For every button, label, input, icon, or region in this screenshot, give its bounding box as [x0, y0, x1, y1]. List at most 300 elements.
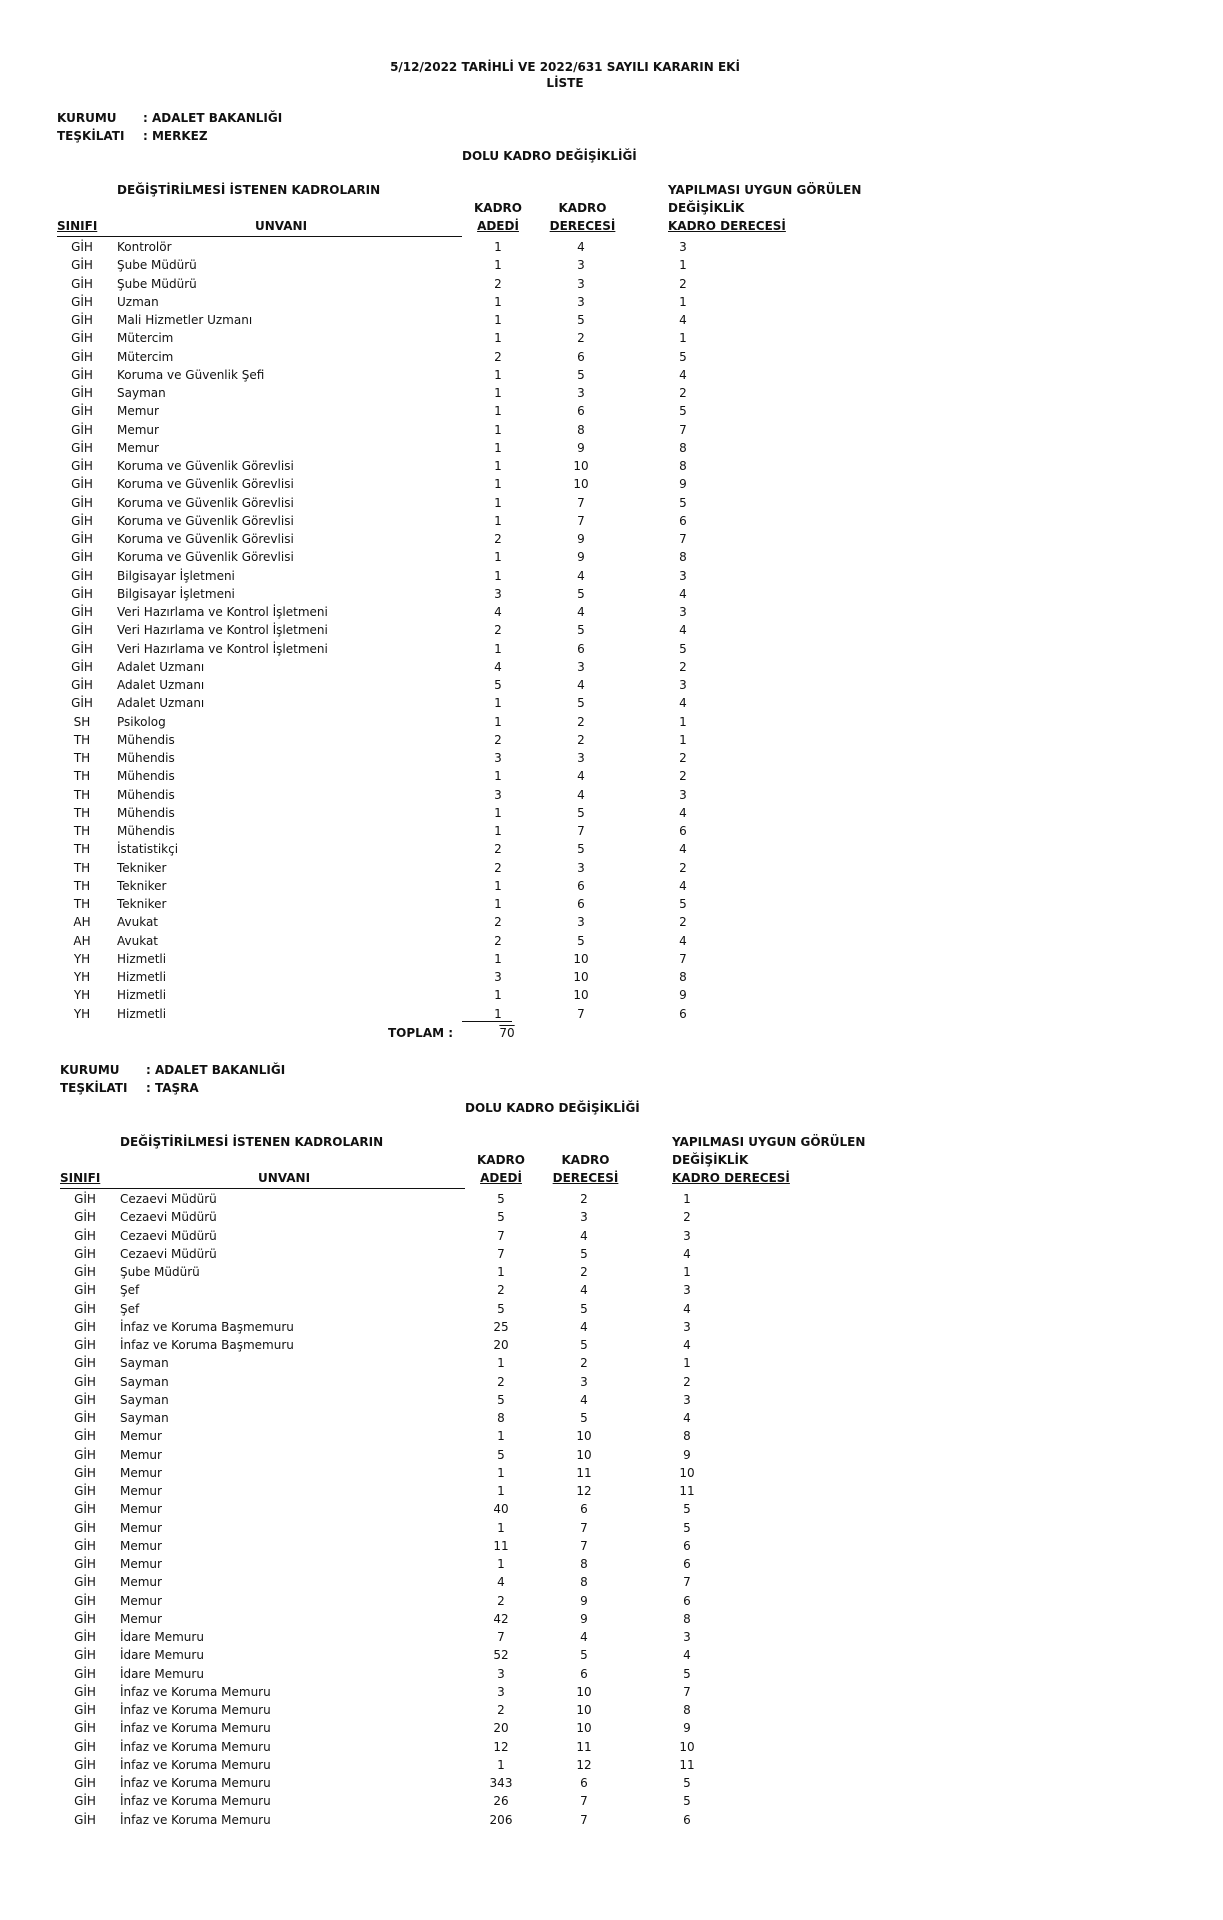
- table-row: [0, 733, 1223, 751]
- table-row: [0, 1411, 1223, 1429]
- table-row: [0, 496, 1223, 514]
- table-row: [0, 1557, 1223, 1575]
- cell-kadro-derecesi: 10: [576, 1447, 592, 1462]
- cell-kadro-derecesi: 4: [577, 678, 585, 692]
- cell-unvan: Şube Müdürü: [117, 258, 197, 273]
- cell-kadro-adedi: 1: [497, 1757, 505, 1772]
- cell-kadro-derecesi: 9: [577, 440, 585, 455]
- cell-kadro-derecesi: 7: [577, 513, 585, 528]
- cell-unvan: Hizmetli: [117, 1006, 167, 1021]
- cell-unvan: Mütercim: [117, 349, 174, 364]
- table-row: [0, 842, 1223, 860]
- cell-sinif: TH: [73, 860, 91, 875]
- cell-kadro-derecesi: 4: [577, 240, 585, 254]
- cell-kadro-derecesi: 6: [577, 897, 585, 911]
- cell-sinif: YH: [73, 1006, 91, 1021]
- cell-kadro-derecesi: 4: [577, 787, 585, 802]
- cell-kadro-derecesi: 5: [577, 367, 585, 382]
- cell-sinif: GİH: [74, 1301, 96, 1316]
- kurum-value: : ADALET BAKANLIĞI: [146, 1063, 286, 1077]
- cell-kadro-adedi: 1: [497, 1429, 505, 1444]
- cell-kadro-adedi: 2: [494, 276, 502, 291]
- cell-kadro-derecesi: 7: [577, 495, 585, 510]
- cell-sinif: SH: [73, 714, 91, 729]
- col-derece-2: DERECESİ: [552, 1171, 619, 1185]
- cell-kadro-adedi: 1: [494, 951, 502, 966]
- cell-sinif: GİH: [74, 1392, 96, 1407]
- cell-unvan: Mühendis: [117, 751, 175, 765]
- cell-kadro-derecesi: 4: [577, 605, 585, 619]
- cell-sinif: GİH: [74, 1666, 96, 1681]
- cell-yeni-derece: 6: [679, 513, 687, 528]
- cell-unvan: Memur: [120, 1593, 162, 1608]
- table-row: [0, 1612, 1223, 1630]
- cell-yeni-derece: 3: [683, 1228, 691, 1243]
- cell-sinif: GİH: [74, 1502, 96, 1517]
- cell-unvan: Mühendis: [117, 787, 175, 802]
- cell-sinif: GİH: [74, 1593, 96, 1608]
- cell-yeni-derece: 10: [679, 1739, 695, 1754]
- cell-kadro-adedi: 7: [497, 1630, 505, 1644]
- cell-unvan: Veri Hazırlama ve Kontrol İşletmeni: [117, 623, 328, 638]
- cell-yeni-derece: 5: [679, 495, 687, 510]
- cell-sinif: GİH: [74, 1246, 96, 1261]
- cell-kadro-derecesi: 10: [573, 459, 589, 473]
- cell-yeni-derece: 4: [679, 367, 687, 382]
- table-row: [0, 350, 1223, 368]
- cell-kadro-adedi: 1: [494, 404, 502, 419]
- cell-yeni-derece: 3: [679, 240, 687, 254]
- table-row: [0, 1521, 1223, 1539]
- cell-sinif: GİH: [71, 294, 93, 309]
- cell-kadro-derecesi: 3: [577, 860, 585, 875]
- cell-unvan: İnfaz ve Koruma Memuru: [120, 1776, 271, 1790]
- cell-yeni-derece: 7: [683, 1575, 691, 1590]
- cell-unvan: Tekniker: [117, 860, 167, 875]
- cell-unvan: Mühendis: [117, 805, 175, 820]
- cell-kadro-adedi: 1: [494, 568, 502, 583]
- cell-kadro-derecesi: 6: [577, 641, 585, 656]
- cell-sinif: GİH: [71, 276, 93, 291]
- cell-unvan: Tekniker: [117, 897, 167, 911]
- cell-kadro-adedi: 343: [489, 1776, 513, 1790]
- cell-kadro-adedi: 1: [494, 550, 502, 565]
- table-row: [0, 879, 1223, 897]
- teskilat-label: TEŞKİLATI: [57, 129, 125, 143]
- cell-sinif: GİH: [71, 331, 93, 346]
- cell-kadro-derecesi: 11: [576, 1739, 592, 1754]
- cell-yeni-derece: 4: [679, 623, 687, 638]
- cell-kadro-adedi: 2: [497, 1703, 505, 1717]
- cell-kadro-derecesi: 5: [577, 842, 585, 857]
- cell-kadro-adedi: 3: [494, 751, 502, 765]
- table-row: [0, 277, 1223, 295]
- cell-kadro-derecesi: 4: [580, 1319, 588, 1334]
- cell-sinif: GİH: [71, 696, 93, 711]
- table-row: [0, 1794, 1223, 1812]
- table-row: [0, 1229, 1223, 1247]
- table-row: [0, 368, 1223, 386]
- cell-sinif: TH: [73, 751, 91, 765]
- cell-kadro-adedi: 12: [493, 1739, 509, 1754]
- table-row: [0, 313, 1223, 331]
- cell-kadro-derecesi: 9: [580, 1593, 588, 1608]
- cell-yeni-derece: 2: [683, 1374, 691, 1389]
- cell-unvan: Hizmetli: [117, 951, 167, 966]
- col-derece-1: KADRO: [561, 1153, 610, 1167]
- cell-yeni-derece: 11: [679, 1484, 695, 1498]
- cell-yeni-derece: 1: [679, 294, 687, 309]
- cell-kadro-derecesi: 6: [577, 404, 585, 419]
- cell-sinif: GİH: [74, 1575, 96, 1590]
- cell-kadro-derecesi: 7: [577, 824, 585, 838]
- cell-yeni-derece: 5: [679, 404, 687, 419]
- cell-kadro-adedi: 3: [494, 970, 502, 984]
- cell-sinif: GİH: [74, 1192, 96, 1206]
- cell-unvan: Koruma ve Güvenlik Görevlisi: [117, 532, 294, 546]
- cell-unvan: Şube Müdürü: [117, 276, 197, 291]
- cell-yeni-derece: 6: [683, 1538, 691, 1553]
- cell-yeni-derece: 4: [679, 842, 687, 857]
- table-row: [0, 751, 1223, 769]
- cell-yeni-derece: 10: [679, 1465, 695, 1480]
- cell-kadro-adedi: 4: [494, 659, 502, 674]
- cell-kadro-derecesi: 9: [577, 532, 585, 546]
- table-row: [0, 642, 1223, 660]
- cell-kadro-derecesi: 6: [577, 349, 585, 364]
- cell-sinif: GİH: [74, 1465, 96, 1480]
- cell-sinif: GİH: [74, 1520, 96, 1535]
- cell-sinif: GİH: [71, 568, 93, 583]
- table-row: [0, 678, 1223, 696]
- cell-yeni-derece: 1: [683, 1192, 691, 1206]
- cell-kadro-derecesi: 3: [577, 751, 585, 765]
- cell-yeni-derece: 3: [679, 568, 687, 583]
- cell-sinif: GİH: [74, 1283, 96, 1298]
- table-row: [0, 1375, 1223, 1393]
- table-row: [0, 788, 1223, 806]
- cell-kadro-derecesi: 5: [577, 933, 585, 948]
- cell-unvan: Avukat: [117, 915, 159, 930]
- cell-yeni-derece: 3: [683, 1319, 691, 1334]
- cell-yeni-derece: 4: [679, 586, 687, 601]
- cell-kadro-derecesi: 4: [580, 1630, 588, 1644]
- table-row: [0, 477, 1223, 495]
- cell-kadro-derecesi: 2: [580, 1356, 588, 1371]
- cell-kadro-adedi: 2: [494, 933, 502, 948]
- cell-kadro-adedi: 3: [497, 1666, 505, 1681]
- cell-yeni-derece: 5: [679, 641, 687, 656]
- cell-kadro-derecesi: 5: [577, 696, 585, 711]
- cell-unvan: Bilgisayar İşletmeni: [117, 586, 235, 601]
- cell-sinif: GİH: [71, 404, 93, 419]
- cell-kadro-derecesi: 2: [580, 1265, 588, 1279]
- cell-yeni-derece: 2: [679, 860, 687, 875]
- cell-kadro-adedi: 52: [493, 1648, 509, 1663]
- document-title: 5/12/2022 TARİHLİ VE 2022/631 SAYILI KARARIN EKİ: [390, 60, 740, 74]
- table-row: [0, 715, 1223, 733]
- cell-sinif: GİH: [74, 1447, 96, 1462]
- cell-yeni-derece: 1: [679, 732, 687, 747]
- cell-unvan: İnfaz ve Koruma Memuru: [120, 1721, 271, 1736]
- cell-sinif: GİH: [74, 1210, 96, 1225]
- cell-sinif: GİH: [71, 240, 93, 254]
- kurum-label: KURUMU: [57, 111, 117, 125]
- teskilat-value: : MERKEZ: [143, 129, 208, 143]
- cell-yeni-derece: 8: [683, 1429, 691, 1444]
- table-row: [0, 806, 1223, 824]
- cell-sinif: YH: [73, 970, 91, 984]
- cell-kadro-adedi: 2: [497, 1374, 505, 1389]
- cell-kadro-adedi: 4: [497, 1575, 505, 1590]
- cell-kadro-derecesi: 11: [576, 1465, 592, 1480]
- cell-unvan: Hizmetli: [117, 970, 167, 984]
- cell-yeni-derece: 8: [683, 1611, 691, 1626]
- cell-sinif: GİH: [71, 623, 93, 638]
- cell-sinif: GİH: [74, 1374, 96, 1389]
- table-row: [0, 1356, 1223, 1374]
- cell-kadro-adedi: 1: [494, 294, 502, 309]
- left-group-title: DEĞİŞTİRİLMESİ İSTENEN KADROLARIN: [117, 183, 381, 197]
- cell-kadro-derecesi: 12: [576, 1757, 592, 1772]
- cell-sinif: GİH: [74, 1794, 96, 1809]
- cell-kadro-adedi: 1: [494, 696, 502, 711]
- table-row: [0, 605, 1223, 623]
- col-sinif: SINIFI: [60, 1171, 101, 1185]
- cell-kadro-derecesi: 3: [580, 1210, 588, 1225]
- cell-sinif: GİH: [74, 1757, 96, 1772]
- cell-kadro-derecesi: 6: [580, 1666, 588, 1681]
- cell-yeni-derece: 5: [683, 1502, 691, 1517]
- table-row: [0, 1776, 1223, 1794]
- cell-kadro-adedi: 11: [493, 1538, 509, 1553]
- cell-sinif: GİH: [71, 459, 93, 473]
- cell-sinif: TH: [73, 732, 91, 747]
- table-row: [0, 1703, 1223, 1721]
- cell-kadro-derecesi: 2: [577, 714, 585, 729]
- table-row: [0, 1192, 1223, 1210]
- cell-yeni-derece: 8: [683, 1703, 691, 1717]
- cell-kadro-adedi: 1: [497, 1265, 505, 1279]
- cell-unvan: Koruma ve Güvenlik Şefi: [117, 367, 265, 382]
- table-row: [0, 295, 1223, 313]
- table-row: [0, 696, 1223, 714]
- kurum-value: : ADALET BAKANLIĞI: [143, 111, 283, 125]
- cell-yeni-derece: 8: [679, 440, 687, 455]
- table-row: [0, 1393, 1223, 1411]
- cell-kadro-derecesi: 10: [576, 1703, 592, 1717]
- cell-kadro-adedi: 1: [497, 1356, 505, 1371]
- cell-kadro-derecesi: 7: [580, 1794, 588, 1809]
- right-group-title-1: YAPILMASI UYGUN GÖRÜLEN: [672, 1135, 866, 1149]
- cell-yeni-derece: 1: [679, 714, 687, 729]
- table-row: [0, 952, 1223, 970]
- cell-kadro-adedi: 3: [497, 1684, 505, 1699]
- cell-yeni-derece: 8: [679, 970, 687, 984]
- table-row: [0, 258, 1223, 276]
- cell-kadro-adedi: 2: [494, 532, 502, 546]
- cell-unvan: Memur: [120, 1447, 162, 1462]
- cell-unvan: İnfaz ve Koruma Başmemuru: [120, 1338, 294, 1352]
- table-row: [0, 569, 1223, 587]
- cell-yeni-derece: 1: [683, 1265, 691, 1279]
- cell-kadro-adedi: 1: [494, 313, 502, 327]
- cell-yeni-derece: 4: [679, 805, 687, 820]
- cell-unvan: Adalet Uzmanı: [117, 659, 205, 674]
- cell-yeni-derece: 11: [679, 1757, 695, 1772]
- table-row: [0, 988, 1223, 1006]
- cell-yeni-derece: 9: [679, 988, 687, 1003]
- cell-unvan: Memur: [117, 440, 159, 455]
- table-row: [0, 459, 1223, 477]
- cell-unvan: Memur: [120, 1429, 162, 1444]
- cell-kadro-derecesi: 2: [577, 331, 585, 346]
- cell-sinif: TH: [73, 805, 91, 820]
- cell-yeni-derece: 9: [679, 477, 687, 492]
- cell-kadro-adedi: 206: [489, 1812, 513, 1827]
- cell-kadro-derecesi: 4: [577, 568, 585, 583]
- table-row: [0, 1429, 1223, 1447]
- cell-unvan: Mühendis: [117, 732, 175, 747]
- cell-kadro-adedi: 25: [493, 1319, 509, 1334]
- document-subtitle: LİSTE: [546, 76, 584, 90]
- cell-unvan: Memur: [117, 422, 159, 437]
- section-title: DOLU KADRO DEĞİŞİKLİĞİ: [462, 149, 637, 163]
- cell-unvan: İnfaz ve Koruma Memuru: [120, 1794, 271, 1809]
- cell-sinif: GİH: [71, 513, 93, 528]
- cell-sinif: GİH: [74, 1484, 96, 1498]
- cell-unvan: Koruma ve Güvenlik Görevlisi: [117, 513, 294, 528]
- table-row: [0, 769, 1223, 787]
- cell-yeni-derece: 3: [679, 605, 687, 619]
- cell-sinif: GİH: [71, 532, 93, 546]
- cell-yeni-derece: 7: [683, 1684, 691, 1699]
- col-derece-1: KADRO: [558, 201, 607, 215]
- cell-sinif: GİH: [71, 422, 93, 437]
- table-row: [0, 915, 1223, 933]
- cell-yeni-derece: 7: [679, 422, 687, 437]
- cell-kadro-adedi: 26: [493, 1794, 509, 1809]
- cell-unvan: Koruma ve Güvenlik Görevlisi: [117, 477, 294, 492]
- cell-sinif: GİH: [74, 1611, 96, 1626]
- cell-kadro-adedi: 1: [494, 1006, 502, 1021]
- cell-kadro-derecesi: 10: [576, 1684, 592, 1699]
- cell-unvan: Memur: [120, 1557, 162, 1571]
- col-unvan: UNVANI: [258, 1171, 311, 1185]
- cell-yeni-derece: 2: [679, 769, 687, 784]
- cell-sinif: GİH: [71, 477, 93, 492]
- cell-yeni-derece: 2: [679, 915, 687, 930]
- cell-kadro-adedi: 1: [494, 641, 502, 656]
- cell-yeni-derece: 6: [679, 824, 687, 838]
- cell-kadro-adedi: 3: [494, 586, 502, 601]
- cell-unvan: Sayman: [117, 386, 166, 400]
- cell-kadro-derecesi: 4: [580, 1392, 588, 1407]
- cell-yeni-derece: 2: [679, 751, 687, 765]
- cell-sinif: GİH: [71, 313, 93, 327]
- cell-kadro-derecesi: 3: [577, 258, 585, 273]
- cell-unvan: Cezaevi Müdürü: [120, 1210, 217, 1225]
- table-row: [0, 1667, 1223, 1685]
- cell-kadro-derecesi: 5: [577, 805, 585, 820]
- cell-unvan: Koruma ve Güvenlik Görevlisi: [117, 495, 294, 510]
- cell-kadro-derecesi: 10: [573, 477, 589, 492]
- cell-unvan: İnfaz ve Koruma Memuru: [120, 1812, 271, 1827]
- table-row: [0, 587, 1223, 605]
- cell-sinif: GİH: [74, 1411, 96, 1425]
- cell-sinif: GİH: [71, 678, 93, 692]
- cell-kadro-adedi: 1: [494, 824, 502, 838]
- right-group-title-1: YAPILMASI UYGUN GÖRÜLEN: [668, 183, 862, 197]
- col-adet-2: ADEDİ: [477, 219, 519, 233]
- left-group-title: DEĞİŞTİRİLMESİ İSTENEN KADROLARIN: [120, 1135, 384, 1149]
- cell-yeni-derece: 6: [683, 1557, 691, 1571]
- cell-yeni-derece: 4: [679, 933, 687, 948]
- cell-unvan: Memur: [120, 1575, 162, 1590]
- cell-yeni-derece: 9: [683, 1447, 691, 1462]
- cell-yeni-derece: 4: [683, 1246, 691, 1261]
- cell-unvan: Sayman: [120, 1374, 169, 1389]
- cell-yeni-derece: 8: [679, 550, 687, 565]
- cell-kadro-derecesi: 5: [580, 1411, 588, 1425]
- cell-unvan: İnfaz ve Koruma Memuru: [120, 1684, 271, 1699]
- table-row: [0, 623, 1223, 641]
- cell-kadro-adedi: 1: [494, 769, 502, 784]
- cell-sinif: AH: [73, 915, 91, 930]
- table-row: [0, 824, 1223, 842]
- cell-unvan: Şef: [120, 1283, 140, 1298]
- cell-sinif: GİH: [74, 1812, 96, 1827]
- header-rule: [60, 1188, 465, 1189]
- cell-sinif: TH: [73, 769, 91, 784]
- cell-kadro-derecesi: 2: [577, 732, 585, 747]
- cell-yeni-derece: 3: [683, 1630, 691, 1644]
- cell-kadro-derecesi: 4: [580, 1283, 588, 1298]
- teskilat-label: TEŞKİLATI: [60, 1081, 128, 1095]
- cell-yeni-derece: 2: [683, 1210, 691, 1225]
- cell-unvan: Cezaevi Müdürü: [120, 1192, 217, 1206]
- right-group-title-3: KADRO DERECESİ: [672, 1171, 790, 1185]
- cell-yeni-derece: 8: [679, 459, 687, 473]
- cell-sinif: GİH: [74, 1630, 96, 1644]
- cell-yeni-derece: 7: [679, 532, 687, 546]
- cell-unvan: Memur: [120, 1484, 162, 1498]
- cell-yeni-derece: 4: [683, 1648, 691, 1663]
- cell-unvan: İnfaz ve Koruma Memuru: [120, 1703, 271, 1717]
- cell-kadro-derecesi: 7: [577, 1006, 585, 1021]
- table-row: [0, 1740, 1223, 1758]
- cell-kadro-derecesi: 5: [577, 313, 585, 327]
- cell-yeni-derece: 2: [679, 276, 687, 291]
- cell-yeni-derece: 5: [679, 897, 687, 911]
- cell-kadro-adedi: 1: [494, 459, 502, 473]
- cell-unvan: Mütercim: [117, 331, 174, 346]
- cell-kadro-derecesi: 9: [580, 1611, 588, 1626]
- cell-unvan: İnfaz ve Koruma Memuru: [120, 1757, 271, 1772]
- cell-kadro-adedi: 1: [494, 477, 502, 492]
- cell-kadro-adedi: 1: [494, 386, 502, 400]
- cell-sinif: GİH: [74, 1776, 96, 1790]
- cell-unvan: Uzman: [117, 294, 159, 309]
- cell-kadro-derecesi: 3: [577, 276, 585, 291]
- table-row: [0, 386, 1223, 404]
- cell-sinif: GİH: [74, 1739, 96, 1754]
- cell-kadro-adedi: 1: [494, 495, 502, 510]
- cell-kadro-adedi: 5: [497, 1447, 505, 1462]
- cell-unvan: İnfaz ve Koruma Memuru: [120, 1739, 271, 1754]
- cell-yeni-derece: 3: [679, 787, 687, 802]
- table-row: [0, 1813, 1223, 1831]
